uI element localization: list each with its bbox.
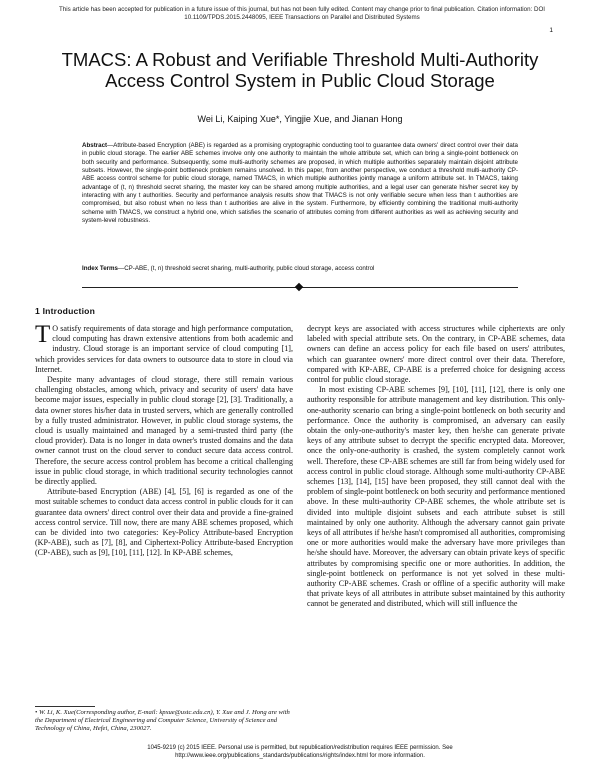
right-column [307,324,565,610]
paragraph: T O satisfy requirements of data storage and high performance computation, cloud computing has drawn extensive attentions from both academic and industry. Cloud storage is an important service of cloud computing [1], which provides services for data owners to outsource data to store in cloud via Internet. [35,321,293,374]
footer-line-2: http://www.ieee.org/publications_standards/publications/rights/index.html for more information. [175,752,425,759]
index-terms-label: Index Terms [82,265,118,272]
footnote-rule [35,706,95,707]
paragraph: Despite many advantages of cloud storage, there still remain various challenging obstacles, among which, privacy and security of users' data have become major issues, especially in public cloud storage [2], [3]. Traditionally, a data owner stores his/her data in trusted servers, which are generally controlled by a fully trusted administrator. However, in public cloud storage systems, the cloud is usually maintained and managed by a semi-trusted third party (the cloud provider). Data is no longer in data owner's trusted domains and the data owner cannot trust on the cloud server to conduct secure data access control. Therefore, the secure access control problem has become a critical challenging issue in public cloud storage, in which traditional security technologies cannot be directly applied. [35,375,293,487]
left-column [35,321,293,559]
notice-line-2: 10.1109/TPDS.2015.2448095, IEEE Transactions on Parallel and Distributed Systems [184,14,420,21]
author-footnote: • W. Li, K. Xue(Corresponding author, E-mail: kpxue@ustc.edu.cn), Y. Xue and J. Hong are with the Department of Electrical Engineering and Computer Science, University of Science and Technology of China, Hefei, China, 230027. [35,709,290,733]
section-heading: 1 Introduction [35,306,96,316]
acceptance-notice [42,6,562,22]
index-terms-text: —CP-ABE, (t, n) threshold secret sharing, multi-authority, public cloud storage, access control [118,265,375,272]
abstract [82,142,518,225]
paragraph: Attribute-based Encryption (ABE) [4], [5], [6] is regarded as one of the most suitable schemes to conduct data access control in public clouds for it can guarantee data owners' direct control over their data and provide a fine-grained access control service. Till now, there are many ABE schemes proposed, which can be divided into two categories: Key-Policy Attribute-based Encryption (KP-ABE), such as [7], [8], and Ciphertext-Policy Attribute-based Encryption (CP-ABE), such as [9], [10], [11], [12]. In KP-ABE schemes, [35,487,293,558]
paragraph: In most existing CP-ABE schemes [9], [10], [11], [12], there is only one authority responsible for attribute management and key distribution. This only-one-authority scenario can bring a single-point bottleneck on both security and performance. Once the authority is compromised, an adversary can easily obtain the only-one-authority's master key, then he/she can generate private keys of any attribute subset to decrypt the specific encrypted data. Moreover, once the only-one-authority is crashed, the system completely cannot work well. Therefore, these CP-ABE schemes are still far from being widely used for access control in public cloud storage. Although some multi-authority CP-ABE schemes [13], [14], [15] have been proposed, they still cannot deal with the problem of single-point bottleneck on both security and performance mentioned above. In these multi-authority CP-ABE schemes, the whole attribute set is divided into multiple disjoint subsets and each attribute subset is still maintained by only one authority. Although the adversary cannot gain private keys of all attributes if he/she hasn't compromised all authorities, compromising one or more authorities would make the adversary have more privileges than he/she should have. Moreover, the adversary can obtain private keys of specific attributes by compromising specific one or more authorities. In addition, the single-point bottleneck on performance is not yet solved in these multi-authority CP-ABE schemes. Crash or offline of a specific authority will make that private keys of all attributes in attribute subset maintained by this authority cannot be generated and distributed, which will still influence the [307,385,565,609]
paragraph: decrypt keys are associated with access structures while ciphertexts are only labeled with special attribute sets. On the contrary, in CP-ABE schemes, data owners can define an access policy for each file based on users' attributes, which can guarantee owners' more direct control over their data. Therefore, compared with KP-ABE, CP-ABE is a preferred choice for designing access control for public cloud storage. [307,324,565,385]
diamond-ornament-icon [295,283,303,291]
abstract-label: Abstract [82,142,108,149]
page-number: 1 [549,27,553,34]
paper-title [20,50,580,91]
title-line-2: Access Control System in Public Cloud Storage [105,69,495,91]
author-list: Wei Li, Kaiping Xue*, Yingjie Xue, and Jianan Hong [197,114,403,124]
drop-cap: T [35,321,51,348]
index-terms [82,265,518,273]
footer-line-1: 1045-9219 (c) 2015 IEEE. Personal use is permitted, but republication/redistribution requires IEEE permission. See [147,745,453,751]
title-line-1: TMACS: A Robust and Verifiable Threshold Multi-Authority [61,49,539,70]
notice-line-1: This article has been accepted for publication in a future issue of this journal, but has not been fully edited. Content may change prior to final publication. Citation information: DOI [59,6,545,13]
copyright-footer [60,745,540,760]
abstract-text: —Attribute-based Encryption (ABE) is regarded as a promising cryptographic conducting tool to guarantee data owners' direct control over their data in public cloud storage. The earlier ABE schemes involve only one authority to maintain the whole attribute set, which can bring a single-point bottleneck on both security and performance. Subsequently, some multi-authority schemes are proposed, in which multiple authorities separately maintain disjoint attribute subsets. However, the single-point bottleneck problem remains unsolved. In this paper, from another perspective, we conduct a threshold multi-authority CP-ABE access control scheme for public cloud storage, named TMACS, in which multiple authorities jointly manage a uniform attribute set. In TMACS, taking advantage of (t, n) threshold secret sharing, the master key can be shared among multiple authorities, and a legal user can generate his/her secret key by interacting with any t authorities. Security and performance analysis results show that TMACS is not only verifiable secure when less than t authorities are compromised, but also robust when no less than t authorities are alive in the system. Furthermore, by efficiently combining the traditional multi-authority scheme with TMACS, we construct a hybrid one, which satisfies the scenario of attributes coming from different authorities as well as achieving security and system-level robustness. [82,142,518,225]
